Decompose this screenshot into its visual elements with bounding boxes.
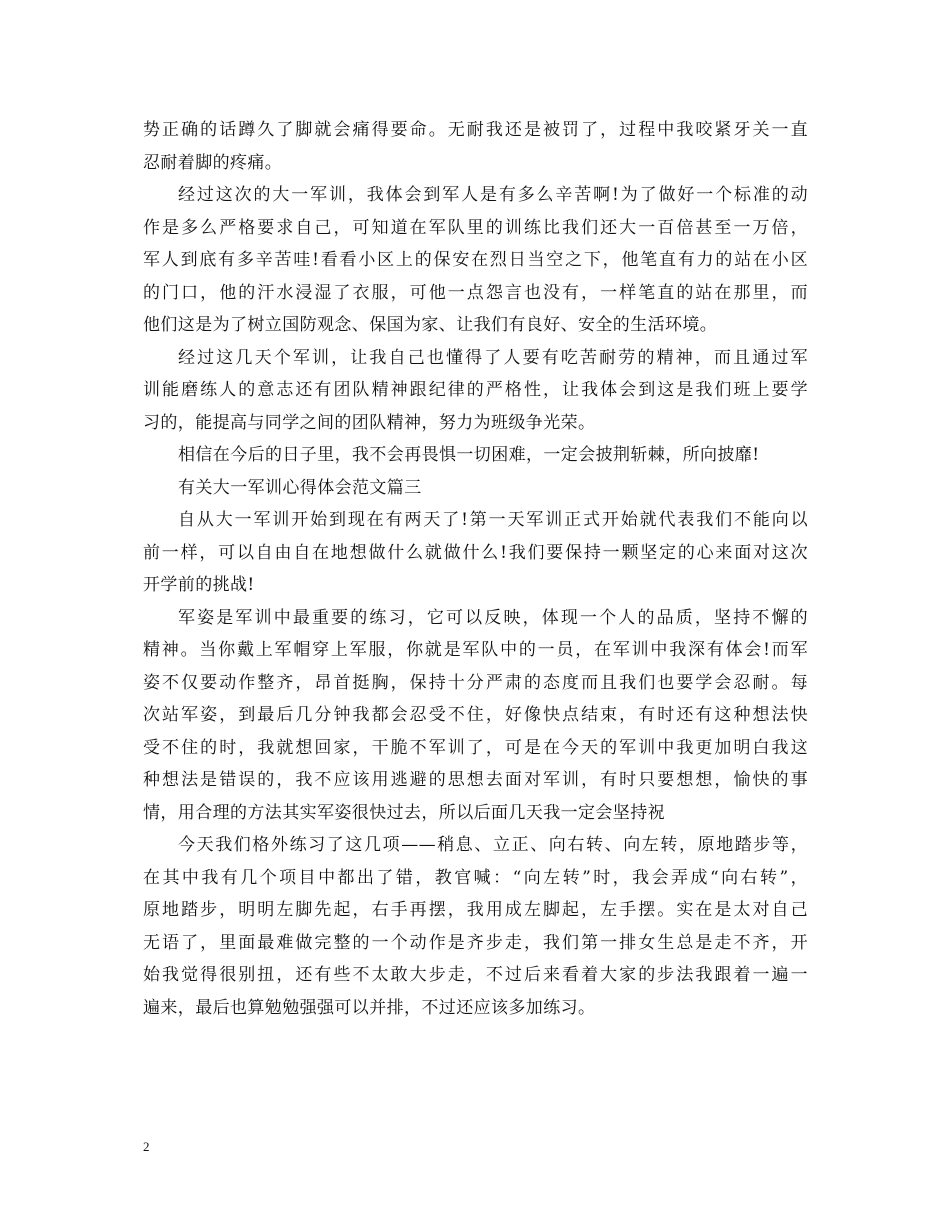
paragraph-2: [143, 179, 808, 342]
text-line: 自从大一军训开始到现在有两天了!第一天军训正式开始就代表我们不能向以: [178, 510, 808, 530]
text-line: 次站军姿，到最后几分钟我都会忍受不住，好像快点结束，有时还有这种想法快: [143, 705, 808, 725]
text-line: 忍耐着脚的疼痛。: [143, 152, 283, 173]
text-line: 无语了，里面最难做完整的一个动作是齐步走，我们第一排女生总是走不齐，开: [143, 932, 808, 953]
text-line: 受不住的时，我就想回家，干脆不军训了，可是在今天的军训中我更加明白我这: [143, 737, 808, 758]
paragraph-6: [143, 504, 808, 602]
text-line: 在其中我有几个项目中都出了错，教官喊：“向左转”时，我会弄成“向右转”，: [143, 867, 808, 888]
text-line: 习的，能提高与同学之间的团队精神，努力为班级争光荣。: [143, 412, 596, 433]
text-line: 开学前的挑战!: [143, 575, 255, 595]
body-text: [143, 114, 808, 1024]
text-line: 相信在今后的日子里，我不会再畏惧一切困难，一定会披荆斩棘，所向披靡!: [178, 445, 760, 465]
text-line: 遍来，最后也算勉勉强强可以并排，不过还应该多加练习。: [143, 997, 596, 1018]
text-line: 经过这几天个军训，让我自己也懂得了人要有吃苦耐劳的精神，而且通过军: [178, 347, 808, 368]
paragraph-1: [143, 114, 808, 179]
paragraph-4: [143, 439, 808, 472]
text-line: 的门口，他的汗水浸湿了衣服，可他一点怨言也没有，一样笔直的站在那里，而: [143, 282, 808, 303]
paragraph-3: [143, 342, 808, 440]
text-line: 精神。当你戴上军帽穿上军服，你就是军队中的一员，在军训中我深有体会!而军: [143, 640, 808, 660]
text-line: 原地踏步，明明左脚先起，右手再摆，我用成左脚起，左手摆。实在是太对自己: [143, 900, 808, 920]
section-heading: [143, 472, 808, 505]
text-line: 姿不仅要动作整齐，昂首挺胸，保持十分严肃的态度而且我们也要学会忍耐。每: [143, 672, 808, 693]
paragraph-7: [143, 602, 808, 830]
text-line: 作是多么严格要求自己，可知道在军队里的训练比我们还大一百倍甚至一万倍，: [143, 217, 808, 238]
paragraph-8: [143, 829, 808, 1024]
page-number: 2: [143, 1139, 150, 1154]
text-line: 他们这是为了树立国防观念、保国为家、让我们有良好、安全的生活环境。: [143, 315, 718, 335]
text-line: 军人到底有多辛苦哇!看看小区上的保安在烈日当空之下，他笔直有力的站在小区: [143, 250, 808, 270]
text-line: 前一样，可以自由自在地想做什么就做什么!我们要保持一颗坚定的心来面对这次: [143, 542, 808, 563]
text-line: 军姿是军训中最重要的练习，它可以反映，体现一个人的品质，坚持不懈的: [178, 607, 808, 628]
text-line: 种想法是错误的，我不应该用逃避的思想去面对军训，有时只要想想，愉快的事: [143, 770, 808, 790]
text-line: 势正确的话蹲久了脚就会痛得要命。无耐我还是被罚了，过程中我咬紧牙关一直: [143, 120, 808, 140]
text-line: 训能磨练人的意志还有团队精神跟纪律的严格性，让我体会到这是我们班上要学: [143, 380, 808, 400]
text-line: 经过这次的大一军训，我体会到军人是有多么辛苦啊!为了做好一个标准的动: [178, 185, 808, 205]
text-line: 今天我们格外练习了这几项——稍息、立正、向右转、向左转，原地踏步等，: [178, 835, 808, 855]
text-line: 情，用合理的方法其实军姿很快过去，所以后面几天我一定会坚持祝: [143, 802, 665, 823]
text-line: 始我觉得很别扭，还有些不太敢大步走，不过后来看着大家的步法我跟着一遍一: [143, 965, 808, 985]
heading-line: 有关大一军训心得体会范文篇三: [178, 477, 422, 498]
